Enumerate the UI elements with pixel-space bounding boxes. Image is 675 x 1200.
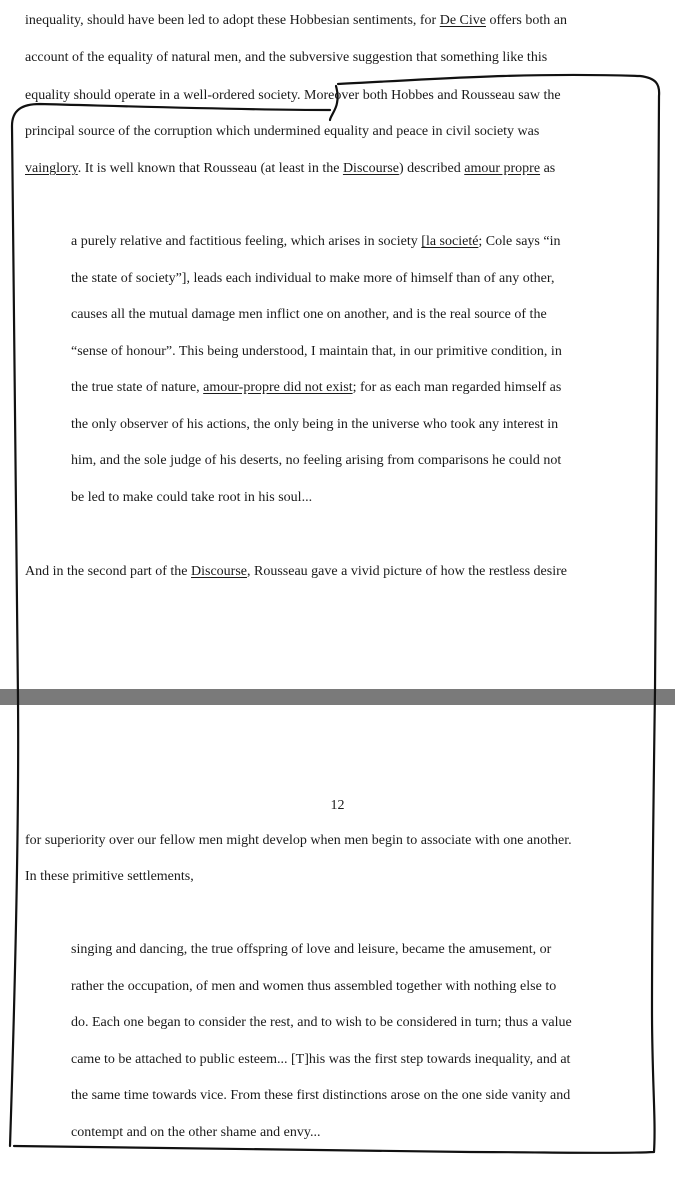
text-run: do. Each one began to consider the rest, and to wish to be considered in turn; thus a value	[71, 1015, 572, 1030]
text-run: contempt and on the other shame and envy...	[71, 1125, 321, 1140]
text-run: as	[540, 161, 556, 176]
text-run: offers both an	[485, 13, 567, 28]
text-run: In these primitive settlements,	[25, 869, 194, 884]
text-run: inequality, should have been led to adopt these Hobbesian sentiments, for	[25, 13, 440, 28]
text-run: the state of society”], leads each individual to make more of himself than of any other,	[71, 271, 555, 286]
text-run: for superiority over our fellow men might develop when men begin to associate with one another.	[25, 833, 572, 848]
text-run: And in the second part of the	[25, 564, 192, 579]
block-quote-line	[71, 1052, 570, 1068]
block-quote-line	[71, 380, 561, 396]
text-run: him, and the sole judge of his deserts, no feeling arising from comparisons he could not	[71, 453, 562, 468]
block-quote-line	[71, 307, 547, 323]
text-run: ; Cole says “in	[478, 234, 561, 249]
body-line	[25, 564, 567, 580]
text-run: account of the equality of natural men, and the subversive suggestion that something like this	[25, 50, 548, 65]
body-line	[25, 88, 561, 104]
text-run: . It is well known that Rousseau (at least in the	[77, 161, 343, 176]
block-quote-line	[71, 271, 554, 287]
text-run: ; for as each man regarded himself as	[352, 380, 562, 395]
text-run: a purely relative and factitious feeling, which arises in society	[71, 234, 422, 249]
text-run: ) described	[398, 161, 465, 176]
block-quote-line	[71, 979, 556, 995]
block-quote-line	[71, 453, 561, 469]
text-run: the true state of nature,	[71, 380, 204, 395]
page-divider	[0, 689, 675, 705]
text-run: “sense of honour”. This being understood, I maintain that, in our primitive condition, in	[71, 344, 562, 359]
body-line	[25, 50, 547, 66]
block-quote-line	[71, 344, 562, 360]
text-run: causes all the mutual damage men inflict one on another, and is the real source of the	[71, 307, 547, 322]
underlined-text: Discourse	[191, 564, 248, 579]
block-quote-line	[71, 1015, 572, 1031]
block-quote-line	[71, 942, 551, 958]
block-quote-line	[71, 417, 558, 433]
underlined-text: [la societé	[421, 234, 479, 249]
underlined-text: De Cive	[439, 13, 486, 28]
body-line	[25, 124, 539, 140]
body-line	[25, 13, 567, 29]
underlined-text: amour-propre did not exist	[203, 380, 353, 395]
underlined-text: Discourse	[342, 161, 399, 176]
text-run: rather the occupation, of men and women thus assembled together with nothing else to	[71, 979, 557, 994]
body-line	[25, 833, 572, 849]
text-run: principal source of the corruption which undermined equality and peace in civil society was	[25, 124, 540, 139]
text-run: the only observer of his actions, the only being in the universe who took any interest in	[71, 417, 559, 432]
body-line	[25, 161, 555, 177]
block-quote-line	[71, 490, 312, 506]
text-run: came to be attached to public esteem... [T]his was the first step towards inequality, and at	[71, 1052, 571, 1067]
underlined-text: vainglory	[25, 161, 78, 176]
block-quote-line	[71, 234, 560, 250]
block-quote-line	[71, 1088, 570, 1104]
page-number: 12	[330, 798, 345, 813]
text-run: , Rousseau gave a vivid picture of how the restless desire	[247, 564, 567, 579]
block-quote-line	[71, 1125, 320, 1141]
underlined-text: amour propre	[464, 161, 541, 176]
text-run: the same time towards vice. From these first distinctions arose on the one side vanity and	[71, 1088, 571, 1103]
text-run: equality should operate in a well-ordered society. Moreover both Hobbes and Rousseau saw the	[25, 88, 561, 103]
body-line	[25, 869, 194, 885]
text-run: be led to make could take root in his soul...	[71, 490, 313, 505]
text-run: singing and dancing, the true offspring of love and leisure, became the amusement, or	[71, 942, 552, 957]
